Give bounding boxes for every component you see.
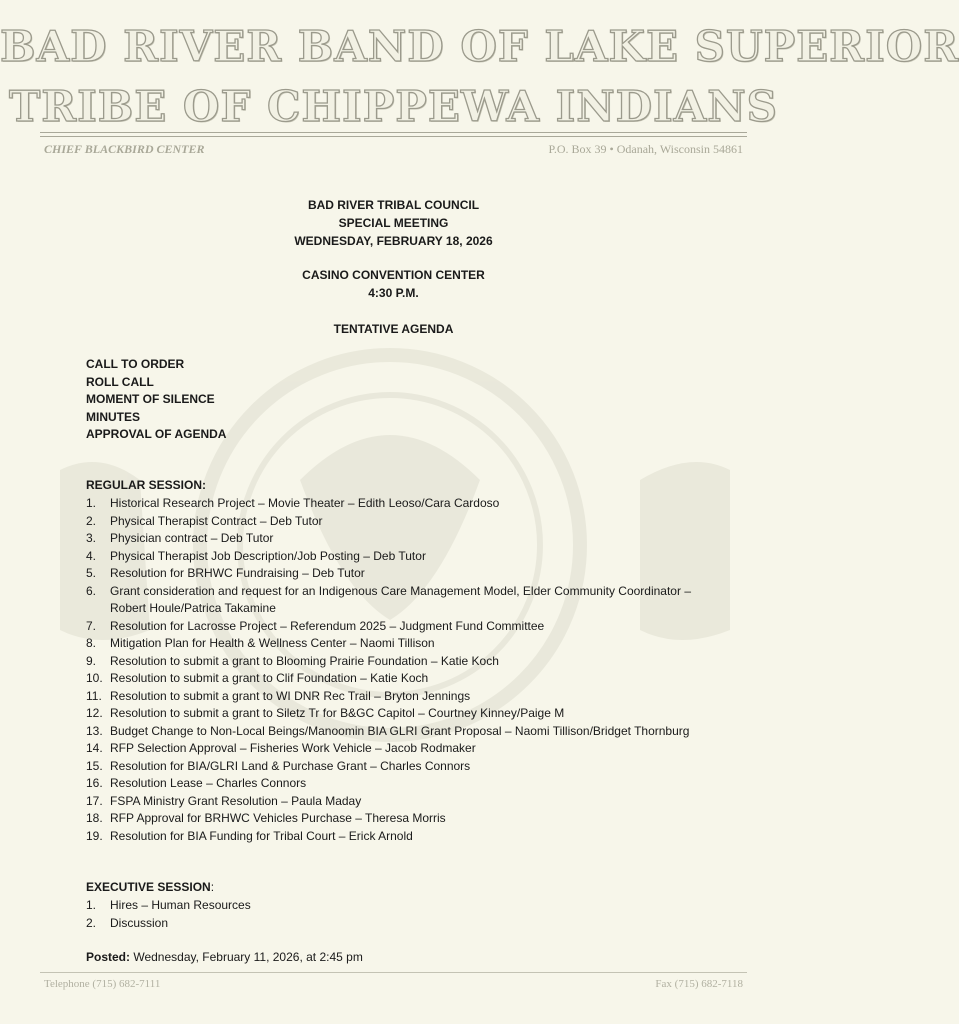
- agenda-item-number: 9.: [86, 653, 97, 668]
- executive-session-label: EXECUTIVE SESSION: [86, 880, 211, 894]
- letterhead-rule: [40, 136, 747, 137]
- agenda-item-text: RFP Selection Approval – Fisheries Work Vehicle – Jacob Rodmaker: [110, 741, 476, 755]
- agenda-item-number: 13.: [86, 723, 103, 738]
- opening-item: CALL TO ORDER: [86, 357, 185, 371]
- meeting-header: [0, 196, 787, 250]
- agenda-item-number: 12.: [86, 706, 103, 720]
- agenda-item-text: Resolution Lease – Charles Connors: [110, 776, 307, 790]
- agenda-item-text: Resolution for BIA/GLRI Land & Purchase Grant – Charles Connors: [110, 758, 471, 773]
- agenda-item: [86, 565, 726, 583]
- agenda-item-text: Physical Therapist Contract – Deb Tutor: [110, 513, 323, 528]
- regular-session-list: [86, 495, 726, 845]
- agenda-item-number: 2.: [86, 513, 97, 528]
- agenda-item-number: 1.: [86, 898, 97, 912]
- posted-line: [86, 950, 363, 964]
- agenda-item: [86, 793, 726, 811]
- agenda-item-number: 1.: [86, 496, 97, 510]
- regular-session-title: REGULAR SESSION:: [86, 478, 207, 492]
- opening-item: MOMENT OF SILENCE: [86, 392, 215, 406]
- agenda-item-text: Hires – Human Resources: [110, 898, 251, 912]
- executive-session-colon: :: [210, 880, 215, 894]
- meeting-type: SPECIAL MEETING: [338, 216, 449, 230]
- agenda-item: [86, 775, 726, 793]
- agenda-item-text: Resolution to submit a grant to Blooming Prairie Foundation – Katie Koch: [110, 653, 499, 668]
- posted-label: Posted:: [86, 950, 131, 964]
- footer-rule: [40, 972, 747, 973]
- agenda-item: [86, 723, 726, 741]
- opening-item: ROLL CALL: [86, 374, 154, 389]
- agenda-item-text: Resolution for Lacrosse Project – Referendum 2025 – Judgment Fund Committee: [110, 618, 545, 633]
- agenda-item: [86, 548, 726, 566]
- meeting-date: WEDNESDAY, FEBRUARY 18, 2026: [294, 234, 493, 248]
- agenda-item: [86, 583, 726, 618]
- footer-telephone: Telephone (715) 682-7111: [44, 978, 161, 990]
- opening-item: MINUTES: [86, 409, 140, 424]
- agenda-item-text: Resolution to submit a grant to Clif Foundation – Katie Koch: [110, 671, 429, 685]
- meeting-time: 4:30 P.M.: [368, 286, 419, 300]
- footer-fax: Fax (715) 682-7118: [655, 978, 743, 990]
- agenda-item: [86, 688, 726, 706]
- agenda-item-number: 11.: [86, 688, 102, 703]
- agenda-item: [86, 705, 726, 723]
- agenda-item: [86, 810, 726, 828]
- agenda-item-text: Resolution to submit a grant to WI DNR Rec Trail – Bryton Jennings: [110, 688, 471, 703]
- agenda-item-text: Resolution to submit a grant to Siletz Tr for B&GC Capitol – Courtney Kinney/Paige M: [110, 706, 565, 720]
- letterhead-title-line2: TRIBE OF CHIPPEWA INDIANS: [8, 82, 778, 131]
- agenda-item-text: Historical Research Project – Movie Theater – Edith Leoso/Cara Cardoso: [110, 496, 500, 510]
- agenda-item: [86, 915, 726, 933]
- agenda-item-number: 8.: [86, 636, 97, 650]
- agenda-item: [86, 897, 726, 915]
- meeting-location: CASINO CONVENTION CENTER: [302, 268, 485, 282]
- letterhead-rule: [40, 132, 747, 133]
- meeting-location-block: [0, 266, 787, 302]
- agenda-item-text: Physician contract – Deb Tutor: [110, 531, 274, 545]
- agenda-item-number: 10.: [86, 671, 103, 685]
- opening-item: APPROVAL OF AGENDA: [86, 427, 227, 441]
- posted-date: Wednesday, February 11, 2026, at 2:45 pm: [130, 950, 363, 964]
- agenda-title: TENTATIVE AGENDA: [333, 322, 454, 336]
- agenda-item: [86, 513, 726, 531]
- agenda-item: [86, 653, 726, 671]
- agenda-item-text: Mitigation Plan for Health & Wellness Center – Naomi Tillison: [110, 636, 435, 650]
- agenda-item-text: Budget Change to Non-Local Beings/Manoomin BIA GLRI Grant Proposal – Naomi Tillison/Bridget Thornburg: [110, 723, 690, 738]
- letterhead-title-line1: BAD RIVER BAND OF LAKE SUPERIOR: [0, 22, 959, 71]
- agenda-item-number: 2.: [86, 915, 97, 930]
- agenda-item-text: Resolution for BRHWC Fundraising – Deb Tutor: [110, 566, 365, 580]
- agenda-item: [86, 670, 726, 688]
- agenda-item: [86, 530, 726, 548]
- agenda-item-number: 17.: [86, 793, 103, 808]
- agenda-item-number: 5.: [86, 566, 97, 580]
- executive-session-title: [86, 879, 214, 897]
- agenda-item-number: 3.: [86, 531, 97, 545]
- letterhead-address: P.O. Box 39 • Odanah, Wisconsin 54861: [548, 142, 743, 156]
- agenda-item: [86, 635, 726, 653]
- agenda-item: [86, 495, 726, 513]
- agenda-item-number: 14.: [86, 741, 103, 755]
- agenda-item-number: 6.: [86, 583, 97, 598]
- agenda-item-text: FSPA Ministry Grant Resolution – Paula Maday: [110, 793, 362, 808]
- executive-session-list: [86, 897, 726, 932]
- letterhead-center-name: CHIEF BLACKBIRD CENTER: [44, 142, 205, 156]
- agenda-item-number: 18.: [86, 811, 103, 825]
- agenda-item: [86, 828, 726, 846]
- opening-items: [86, 356, 226, 444]
- agenda-item-text: Discussion: [110, 915, 169, 930]
- agenda-item: [86, 740, 726, 758]
- council-name: BAD RIVER TRIBAL COUNCIL: [307, 198, 480, 212]
- agenda-item-text: Resolution for BIA Funding for Tribal Court – Erick Arnold: [110, 828, 413, 843]
- agenda-item-number: 4.: [86, 548, 97, 563]
- agenda-item-number: 19.: [86, 828, 103, 843]
- agenda-item: [86, 758, 726, 776]
- agenda-item-text: RFP Approval for BRHWC Vehicles Purchase – Theresa Morris: [110, 811, 446, 825]
- agenda-item-number: 15.: [86, 758, 103, 773]
- agenda-item-number: 7.: [86, 618, 97, 633]
- agenda-item-text: Physical Therapist Job Description/Job Posting – Deb Tutor: [110, 548, 426, 563]
- agenda-item-number: 16.: [86, 776, 103, 790]
- agenda-item: [86, 618, 726, 636]
- agenda-item-text: Grant consideration and request for an Indigenous Care Management Model, Elder Community Coordinator – Robert Houle/Patrica Takamine: [110, 583, 691, 615]
